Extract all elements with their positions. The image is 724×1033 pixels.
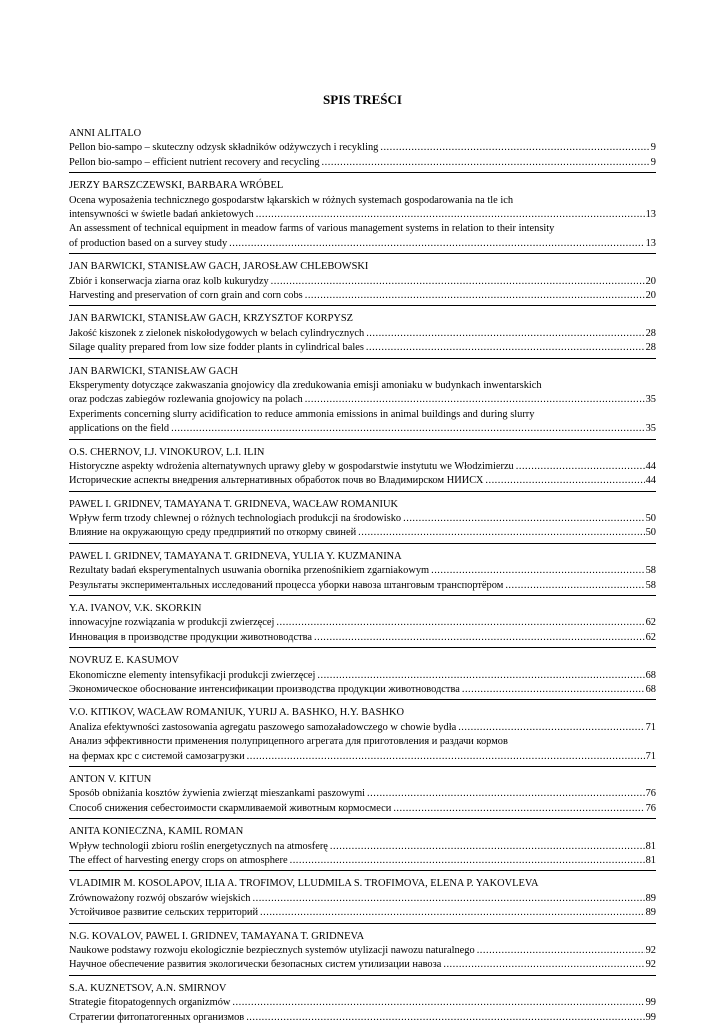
dot-leader — [317, 669, 644, 683]
page-number: 89 — [645, 907, 656, 919]
toc-entry — [69, 602, 656, 648]
toc-item[interactable] — [69, 512, 656, 526]
item-title: Silage quality prepared from low size fodder plants in cylindrical bales — [69, 342, 364, 354]
entry-authors: PAWEL I. GRIDNEV, TAMAYANA T. GRIDNEVA, WACŁAW ROMANIUK — [69, 498, 398, 510]
item-leader-line — [69, 341, 656, 355]
toc-item[interactable] — [69, 327, 656, 341]
page-number: 89 — [645, 892, 656, 904]
entry-authors: ANITA KONIECZNA, KAMIL ROMAN — [69, 826, 244, 838]
dot-leader — [458, 721, 644, 735]
dot-leader — [247, 750, 645, 764]
toc-entry — [69, 550, 656, 596]
item-title: Результаты экспериментальных исследований процесса уборки навоза штанговым транспортёром — [69, 579, 504, 591]
page-number: 9 — [650, 142, 656, 154]
toc-item[interactable] — [69, 526, 656, 540]
dot-leader — [256, 208, 645, 222]
item-leader-line — [69, 512, 656, 526]
item-title-line: Eksperymenty dotyczące zakwaszania gnojowicy dla zredukowania emisji amoniaku w budynkach inwentarskich — [69, 379, 542, 391]
entry-authors: JAN BARWICKI, STANISŁAW GACH, KRZYSZTOF KORPYSZ — [69, 313, 354, 325]
toc-item[interactable] — [69, 944, 656, 958]
toc-item[interactable] — [69, 460, 656, 474]
page-number: 71 — [645, 721, 656, 733]
dot-leader — [403, 512, 644, 526]
item-leader-line — [69, 141, 656, 155]
toc-item[interactable] — [69, 683, 656, 697]
page-number: 9 — [650, 156, 656, 168]
page-number: 76 — [645, 802, 656, 814]
page-number: 35 — [645, 394, 656, 406]
entry-authors: Y.A. IVANOV, V.K. SKORKIN — [69, 603, 202, 615]
page-number: 92 — [645, 959, 656, 971]
item-leader-line — [69, 840, 656, 854]
page-number: 62 — [645, 631, 656, 643]
entry-authors: V.O. KITIKOV, WACŁAW ROMANIUK, YURIJ A. BASHKO, H.Y. BASHKO — [69, 707, 404, 719]
toc-entry — [69, 498, 656, 544]
page-number: 99 — [645, 1011, 656, 1023]
page-number: 68 — [645, 669, 656, 681]
dot-leader — [462, 683, 645, 697]
toc-item[interactable] — [69, 631, 656, 645]
item-leader-line — [69, 564, 656, 578]
dot-leader — [380, 141, 649, 155]
dot-leader — [366, 341, 645, 355]
entry-authors: VLADIMIR M. KOSOLAPOV, ILIA A. TROFIMOV, LLUDMILA S. TROFIMOVA, ELENA P. YAKOVLEVA — [69, 878, 539, 890]
item-title: Zbiór i konserwacja ziarna oraz kolb kukurydzy — [69, 275, 269, 287]
toc-item[interactable] — [69, 721, 656, 735]
item-leader-line — [69, 275, 656, 289]
item-title: Rezultaty badań eksperymentalnych usuwania obornika przenośnikiem zgarniakowym — [69, 565, 430, 577]
dot-leader — [260, 906, 645, 920]
page-number: 81 — [645, 840, 656, 852]
page-number: 28 — [645, 327, 656, 339]
item-leader-line — [69, 460, 656, 474]
entry-authors: ANTON V. KITUN — [69, 774, 152, 786]
dot-leader — [431, 564, 645, 578]
entry-authors: PAWEL I. GRIDNEV, TAMAYANA T. GRIDNEVA, YULIA Y. KUZMANINA — [69, 550, 402, 562]
toc-item[interactable] — [69, 1011, 656, 1025]
item-leader-line — [69, 631, 656, 645]
dot-leader — [232, 996, 644, 1010]
item-leader-line — [69, 892, 656, 906]
entry-authors: JERZY BARSZCZEWSKI, BARBARA WRÓBEL — [69, 180, 284, 192]
item-title: Wpływ technologii zbioru roślin energetycznych na atmosferę — [69, 840, 328, 852]
page-number: 50 — [645, 527, 656, 539]
item-leader-line — [69, 669, 656, 683]
entry-authors: JAN BARWICKI, STANISŁAW GACH — [69, 365, 239, 377]
toc-item[interactable] — [69, 787, 656, 801]
toc-item[interactable] — [69, 408, 656, 437]
page-title: SPIS TREŚCI — [323, 92, 402, 107]
dot-leader — [171, 422, 644, 436]
dot-leader — [271, 275, 645, 289]
toc-entry — [69, 654, 656, 700]
item-leader-line — [69, 721, 656, 735]
item-leader-line — [69, 958, 656, 972]
toc-entry — [69, 127, 656, 173]
toc-item[interactable] — [69, 579, 656, 593]
toc-entry — [69, 930, 656, 976]
item-title: Jakość kiszonek z zielonek niskołodygowych w belach cylindrycznych — [69, 327, 365, 339]
dot-leader — [246, 1011, 644, 1025]
item-leader-line — [69, 906, 656, 920]
toc-item[interactable] — [69, 735, 656, 764]
item-leader-line — [69, 327, 656, 341]
item-leader-line — [69, 854, 656, 868]
item-title: intensywności w świetle badań ankietowych — [69, 208, 254, 220]
item-leader-line — [69, 683, 656, 697]
entry-authors: N.G. KOVALOV, PAWEL I. GRIDNEV, TAMAYANA T. GRIDNEVA — [69, 930, 365, 942]
item-title: Исторические аспекты внедрения альтернативных обработок почв во Владимирском НИИСХ — [69, 475, 484, 487]
toc-item[interactable] — [69, 892, 656, 906]
dot-leader — [443, 958, 644, 972]
toc-item[interactable] — [69, 854, 656, 868]
page-number: 92 — [645, 944, 656, 956]
toc-entry — [69, 982, 656, 1027]
item-title: Устойчивое развитие сельских территорий — [69, 907, 259, 919]
item-title: Влияние на окружающую среду предприятий по откорму свиней — [69, 527, 357, 539]
item-title-line: Анализ эффективности применения полуприцепного агрегата для приготовления и раздачи кормов — [69, 736, 508, 748]
item-leader-line — [69, 996, 656, 1010]
page-number: 68 — [645, 684, 656, 696]
toc-item[interactable] — [69, 194, 656, 223]
dot-leader — [485, 474, 644, 488]
toc-entry — [69, 877, 656, 923]
item-leader-line — [69, 208, 656, 222]
toc-entry — [69, 825, 656, 871]
toc-item[interactable] — [69, 906, 656, 920]
item-title-line: Experiments concerning slurry acidification to reduce ammonia emissions in animal buildings and during slurry — [69, 408, 535, 420]
dot-leader — [505, 579, 644, 593]
toc-item[interactable] — [69, 616, 656, 630]
page-number: 20 — [645, 289, 656, 301]
dot-leader — [367, 787, 645, 801]
toc-entry — [69, 179, 656, 254]
toc-entry — [69, 312, 656, 358]
toc-item[interactable] — [69, 802, 656, 816]
item-title: Ekonomiczne elementy intensyfikacji produkcji zwierzęcej — [69, 669, 316, 681]
dot-leader — [322, 156, 650, 170]
page-number: 58 — [645, 565, 656, 577]
entry-authors: ANNI ALITALO — [69, 128, 142, 139]
toc-item[interactable] — [69, 996, 656, 1010]
toc-entry — [69, 365, 656, 440]
page-number: 44 — [645, 475, 656, 487]
item-title: на фермах крс с системой самозагрузки — [69, 750, 245, 762]
item-title: innowacyjne rozwiązania w produkcji zwierzęcej — [69, 617, 275, 629]
item-title: Naukowe podstawy rozwoju ekologicznie bezpiecznych systemów utylizacji nawozu naturalnego — [69, 944, 475, 956]
dot-leader — [290, 854, 645, 868]
dot-leader — [305, 289, 645, 303]
toc-item[interactable] — [69, 289, 656, 303]
page-number: 99 — [645, 997, 656, 1009]
page-number: 13 — [645, 237, 656, 249]
toc-item[interactable] — [69, 379, 656, 408]
toc-entry — [69, 260, 656, 306]
item-leader-line — [69, 393, 656, 407]
item-title: of production based on a survey study — [69, 237, 228, 249]
dot-leader — [276, 616, 644, 630]
item-leader-line — [69, 579, 656, 593]
item-leader-line — [69, 237, 656, 251]
dot-leader — [314, 631, 645, 645]
dot-leader — [516, 460, 645, 474]
item-leader-line — [69, 787, 656, 801]
item-title: Analiza efektywności zastosowania agregatu paszowego samozaładowczego w chowie bydła — [69, 721, 457, 733]
dot-leader — [366, 327, 644, 341]
item-title: Pellon bio-sampo – efficient nutrient recovery and recycling — [69, 156, 320, 168]
item-leader-line — [69, 944, 656, 958]
toc-item[interactable] — [69, 222, 656, 251]
item-title: Strategie fitopatogennych organizmów — [69, 997, 231, 1009]
item-title: Harvesting and preservation of corn grain and corn cobs — [69, 289, 303, 301]
table-of-contents — [69, 127, 656, 1033]
page-number: 28 — [645, 342, 656, 354]
dot-leader — [393, 802, 644, 816]
toc-item[interactable] — [69, 669, 656, 683]
dot-leader — [305, 393, 645, 407]
item-title: Pellon bio-sampo – skuteczny odzysk składników odżywczych i recykling — [69, 142, 379, 154]
entry-authors: JAN BARWICKI, STANISŁAW GACH, JAROSŁAW CHLEBOWSKI — [69, 261, 369, 273]
toc-item[interactable] — [69, 474, 656, 488]
item-title-line: Ocena wyposażenia technicznego gospodarstw łąkarskich w różnych systemach gospodarowania na tle ich — [69, 194, 514, 206]
page-number: 81 — [645, 855, 656, 866]
toc-item[interactable] — [69, 156, 656, 170]
toc-item[interactable] — [69, 564, 656, 578]
item-title: applications on the field — [69, 423, 170, 435]
item-title: Wpływ ferm trzody chlewnej o różnych technologiach produkcji na środowisko — [69, 513, 402, 525]
toc-item[interactable] — [69, 840, 656, 854]
dot-leader — [229, 237, 644, 251]
item-title: Способ снижения себестоимости скармливаемой животным кормосмеси — [69, 802, 392, 814]
item-leader-line — [69, 750, 656, 764]
toc-entry — [69, 706, 656, 767]
page-number: 44 — [645, 460, 656, 472]
toc-entry — [69, 446, 656, 492]
item-leader-line — [69, 474, 656, 488]
item-title: The effect of harvesting energy crops on atmosphere — [69, 855, 288, 866]
page-number: 20 — [645, 275, 656, 287]
toc-entry — [69, 773, 656, 819]
item-title: Historyczne aspekty wdrożenia alternatywnych uprawy gleby w gospodarstwie instytutu we Włodzimierzu — [69, 460, 514, 472]
item-title: Инновация в производстве продукции животноводства — [69, 631, 312, 643]
page-number: 76 — [645, 788, 656, 800]
item-title: Стратегии фитопатогенных организмов — [69, 1011, 245, 1023]
page-number: 71 — [645, 750, 656, 762]
item-title: Экономическое обоснование интенсификации производства продукции животноводства — [69, 684, 460, 696]
toc-item[interactable] — [69, 141, 656, 155]
page-number: 13 — [645, 208, 656, 220]
item-title-line: An assessment of technical equipment in meadow farms of various management systems in relation to their intensity — [69, 223, 555, 235]
entry-authors: O.S. CHERNOV, I.J. VINOKUROV, L.I. ILIN — [69, 446, 265, 458]
page-number: 62 — [645, 617, 656, 629]
item-leader-line — [69, 802, 656, 816]
dot-leader — [477, 944, 645, 958]
item-leader-line — [69, 1011, 656, 1025]
entry-authors: S.A. KUZNETSOV, A.N. SMIRNOV — [69, 982, 227, 994]
dot-leader — [253, 892, 645, 906]
toc-item[interactable] — [69, 958, 656, 972]
item-title: Научное обеспечение развития экологически безопасных систем утилизации навоза — [69, 959, 442, 971]
item-title: Sposób obniżania kosztów żywienia zwierząt mieszankami paszowymi — [69, 788, 366, 800]
item-leader-line — [69, 289, 656, 303]
dot-leader — [330, 840, 645, 854]
item-leader-line — [69, 156, 656, 170]
item-leader-line — [69, 526, 656, 540]
page-number: 50 — [645, 513, 656, 525]
page-number: 35 — [645, 423, 656, 435]
item-title: Zrównoważony rozwój obszarów wiejskich — [69, 892, 251, 904]
item-leader-line — [69, 422, 656, 436]
item-leader-line — [69, 616, 656, 630]
page-number: 58 — [645, 579, 656, 591]
toc-item[interactable] — [69, 341, 656, 355]
dot-leader — [358, 526, 644, 540]
toc-item[interactable] — [69, 275, 656, 289]
entry-authors: NOVRUZ E. KASUMOV — [69, 655, 179, 667]
item-title: oraz podczas zabiegów rozlewania gnojowicy na polach — [69, 394, 303, 406]
